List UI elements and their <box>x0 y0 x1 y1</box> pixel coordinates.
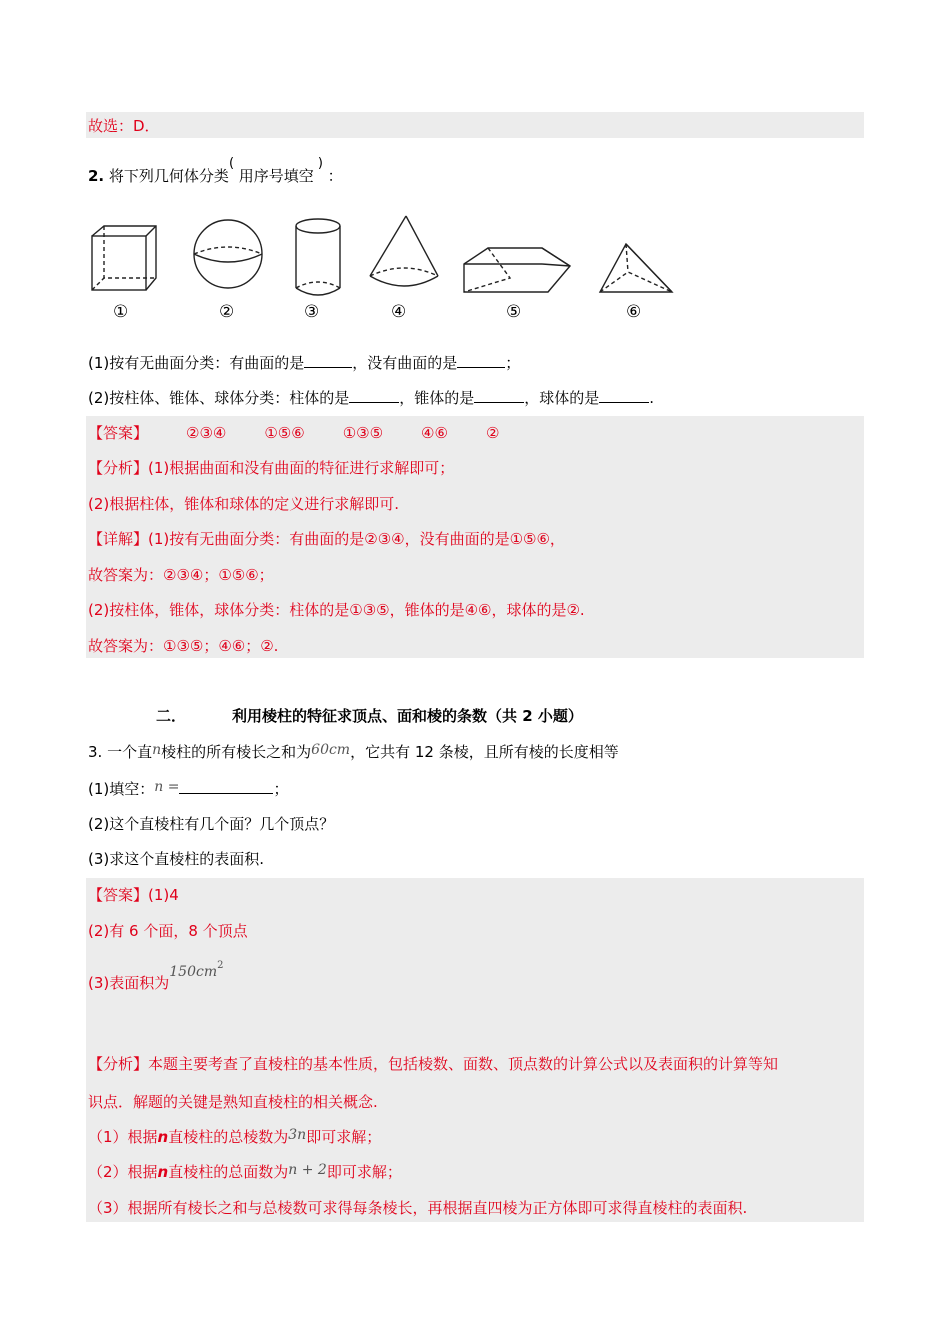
var-n: n <box>152 742 162 758</box>
part2-text-b: ，锥体的是 <box>399 389 475 407</box>
answer-3: ①③⑤ <box>342 424 384 442</box>
answer-3-text: (3)表面积为 <box>88 974 170 992</box>
question-text-b: 棱柱的所有棱长之和为 <box>161 743 312 761</box>
q2-detail-1: 【详解】(1)按有无曲面分类：有曲面的是②③④，没有曲面的是①⑤⑥， <box>88 530 565 548</box>
shape-label-1: ① <box>113 302 129 322</box>
prev-answer: 故选：D． <box>88 117 160 135</box>
shape-label-5: ⑤ <box>506 302 522 322</box>
var-n: n <box>157 1163 169 1181</box>
question-number: 3. <box>88 743 103 761</box>
cube-figure <box>92 226 156 290</box>
shape-label-4: ④ <box>391 302 407 322</box>
question-text: 一个直 <box>107 743 153 761</box>
q3-analysis-1: 【分析】本题主要考查了直棱柱的基本性质，包括棱数、面数、顶点数的计算公式以及表面积的计算等知 <box>88 1055 779 1073</box>
part1-text-c: ； <box>505 354 521 372</box>
q3-step-2 <box>88 1162 402 1183</box>
step1-text: （1）根据 <box>88 1128 158 1146</box>
q2-detail-4: 故答案为：①③⑤；④⑥；②. <box>88 637 279 655</box>
q2-analysis-1: 【分析】(1)根据曲面和没有曲面的特征进行求解即可； <box>88 459 455 477</box>
fill-blank <box>599 387 649 403</box>
q3-step-3: （3）根据所有棱长之和与总棱数可求得每条棱长，再根据直四棱为正方体即可求得直棱柱的表面积. <box>88 1199 748 1217</box>
part2-text-d: . <box>649 389 655 407</box>
q3-part-2: (2)这个直棱柱有几个面？几个顶点？ <box>88 815 335 833</box>
exponent: 2 <box>217 960 224 971</box>
q2-answer <box>88 423 499 443</box>
step1-text-b: 直棱柱的总棱数为 <box>168 1128 289 1146</box>
part2-text: (2)按柱体、锥体、球体分类：柱体的是 <box>88 389 350 407</box>
q3-answer-3 <box>88 960 224 994</box>
fill-blank <box>474 387 524 403</box>
answer-tag: 【答案】 <box>88 424 149 442</box>
prev-answer-block <box>86 112 864 138</box>
geometry-figures <box>80 210 700 330</box>
var-n: n <box>157 1128 169 1146</box>
triangular-prism-figure <box>464 248 570 292</box>
step2-text: （2）根据 <box>88 1163 158 1181</box>
fill-blank <box>349 387 399 403</box>
q2-part-1 <box>88 352 520 373</box>
expr-n-equals: n = <box>154 779 180 795</box>
question-text-c: ，它共有 12 条棱，且所有棱的长度相等 <box>350 743 619 761</box>
q3-part-1 <box>88 778 288 800</box>
question-text-b: 用序号填空 <box>238 167 314 185</box>
expr-n-plus-2: n + 2 <box>288 1162 327 1178</box>
paren-close: ) <box>317 156 323 171</box>
cone-figure <box>370 216 438 286</box>
step2-text-b: 直棱柱的总面数为 <box>168 1163 289 1181</box>
shape-label-6: ⑥ <box>626 302 642 322</box>
section-heading <box>156 706 583 726</box>
shape-label-2: ② <box>219 302 235 322</box>
q3-part-3: (3)求这个直棱柱的表面积. <box>88 850 265 868</box>
expr-150cm: 150cm <box>169 964 218 980</box>
question-text: 将下列几何体分类 <box>108 167 229 185</box>
question-3 <box>88 742 619 763</box>
expr-60cm: 60cm <box>311 742 351 758</box>
section-title: 利用棱柱的特征求顶点、面和棱的条数（共 2 小题） <box>232 707 583 725</box>
colon: ： <box>327 167 343 185</box>
fill-blank <box>179 778 273 794</box>
answer-4: ④⑥ <box>421 424 448 442</box>
q2-detail-3: (2)按柱体，锥体，球体分类：柱体的是①③⑤，锥体的是④⑥，球体的是②. <box>88 601 585 619</box>
pyramid-figure <box>600 244 672 292</box>
fill-blank <box>304 352 352 368</box>
question-number: 2. <box>88 167 105 185</box>
answer-1: ②③④ <box>186 424 227 442</box>
part1-text-c: ； <box>273 780 289 798</box>
answer-2: ①⑤⑥ <box>264 424 305 442</box>
step2-text-c: 即可求解； <box>326 1163 402 1181</box>
fill-blank <box>457 352 505 368</box>
paren-open: ( <box>228 156 235 171</box>
shape-label-3: ③ <box>304 302 320 322</box>
cylinder-figure <box>296 219 340 295</box>
q3-answer-1: 【答案】(1)4 <box>88 886 179 904</box>
part1-text: (1)按有无曲面分类：有曲面的是 <box>88 354 305 372</box>
step1-text-c: 即可求解； <box>306 1128 382 1146</box>
answer-5: ② <box>485 424 500 442</box>
q3-step-1 <box>88 1127 381 1148</box>
q2-detail-2: 故答案为：②③④；①⑤⑥； <box>88 566 274 584</box>
sphere-figure <box>194 220 262 288</box>
part1-text: (1)填空： <box>88 780 155 798</box>
q3-analysis-2: 识点．解题的关键是熟知直棱柱的相关概念. <box>88 1093 378 1111</box>
expr-3n: 3n <box>288 1127 307 1143</box>
part1-text-b: ，没有曲面的是 <box>352 354 458 372</box>
part2-text-c: ，球体的是 <box>524 389 600 407</box>
q2-analysis-2: (2)根据柱体，锥体和球体的定义进行求解即可. <box>88 495 400 513</box>
q2-part-2 <box>88 387 654 408</box>
question-2 <box>88 156 343 188</box>
q3-answer-2: (2)有 6 个面，8 个顶点 <box>88 922 248 940</box>
section-number: 二． <box>156 707 187 725</box>
